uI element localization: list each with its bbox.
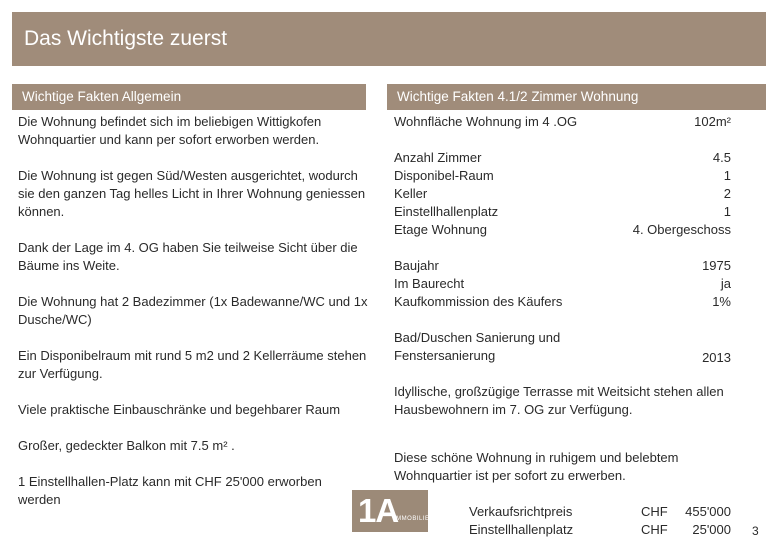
fact-label-cellar: Keller bbox=[394, 186, 428, 201]
section-header-general bbox=[12, 84, 366, 110]
page-title: Das Wichtigste zuerst bbox=[24, 27, 228, 50]
paragraph-parking: 1 Einstellhallen-Platz kann mit CHF 25'000 erworben werden bbox=[18, 474, 322, 507]
fact-label-rooms: Anzahl Zimmer bbox=[394, 150, 482, 165]
title-bar bbox=[12, 12, 766, 66]
price-amount-parking: 25'000 bbox=[692, 522, 731, 537]
fact-label-floor: Etage Wohnung bbox=[394, 222, 487, 237]
fact-label-disponibel: Disponibel-Raum bbox=[394, 168, 494, 183]
fact-label-year-built: Baujahr bbox=[394, 258, 439, 273]
fact-label-commission: Kaufkommission des Käufers bbox=[394, 294, 563, 309]
paragraph-balcony: Großer, gedeckter Balkon mit 7.5 m² . bbox=[18, 438, 235, 453]
fact-value-disponibel: 1 bbox=[723, 168, 731, 183]
fact-value-leasehold: ja bbox=[720, 276, 731, 291]
fact-label-living-area: Wohnfläche Wohnung im 4 .OG bbox=[394, 114, 578, 129]
price-label-parking: Einstellhallenplatz bbox=[469, 522, 574, 537]
fact-label-parking: Einstellhallenplatz bbox=[394, 204, 499, 219]
page-number: 3 bbox=[752, 524, 759, 538]
fact-value-year-built: 1975 bbox=[702, 258, 731, 273]
company-logo bbox=[352, 490, 435, 532]
fact-value-cellar: 2 bbox=[723, 186, 731, 201]
fact-value-floor: 4. Obergeschoss bbox=[632, 222, 731, 237]
fact-value-parking: 1 bbox=[723, 204, 731, 219]
fact-value-rooms: 4.5 bbox=[712, 150, 731, 165]
paragraph-storage: Ein Disponibelraum mit rund 5 m2 und 2 Kellerräume stehen zur Verfügung. bbox=[18, 348, 367, 381]
paragraph-orientation: Die Wohnung ist gegen Süd/Westen ausgerichtet, wodurch sie den ganzen Tag helles Licht in Ihrer Wohnung geniessen können. bbox=[18, 168, 366, 219]
paragraph-bathrooms: Die Wohnung hat 2 Badezimmer (1x Badewanne/WC und 1x Dusche/WC) bbox=[18, 294, 368, 327]
renovation-label-line2: Fenstersanierung bbox=[394, 348, 496, 363]
fact-value-commission: 1% bbox=[712, 294, 731, 309]
price-label-sale: Verkaufsrichtpreis bbox=[469, 504, 573, 519]
section-header-apartment-label: Wichtige Fakten 4.1/2 Zimmer Wohnung bbox=[397, 89, 639, 104]
renovation-year: 2013 bbox=[702, 350, 731, 365]
section-header-general-label: Wichtige Fakten Allgemein bbox=[22, 89, 182, 104]
paragraph-cabinets: Viele praktische Einbauschränke und begehbarer Raum bbox=[18, 402, 341, 417]
logo-subtext: IMMOBILIEN bbox=[394, 516, 435, 522]
fact-label-leasehold: Im Baurecht bbox=[394, 276, 465, 291]
paragraph-location: Die Wohnung befindet sich im beliebigen Wittigkofen Wohnquartier und kann per sofort erworben werden. bbox=[18, 114, 322, 147]
section-header-apartment bbox=[387, 84, 766, 110]
renovation-label-line1: Bad/Duschen Sanierung und bbox=[394, 330, 561, 345]
price-currency-sale: CHF bbox=[641, 504, 668, 519]
price-currency-parking: CHF bbox=[641, 522, 668, 537]
paragraph-availability: Diese schöne Wohnung in ruhigem und belebtem Wohnquartier ist per sofort zu erwerben. bbox=[394, 450, 679, 483]
paragraph-view: Dank der Lage im 4. OG haben Sie teilweise Sicht über die Bäume ins Weite. bbox=[18, 240, 358, 273]
logo-mark: 1A bbox=[358, 492, 399, 529]
paragraph-terrace: Idyllische, großzügige Terrasse mit Weitsicht stehen allen Hausbewohnern im 7. OG zur Verfügung. bbox=[394, 384, 724, 417]
price-amount-sale: 455'000 bbox=[685, 504, 731, 519]
fact-value-living-area: 102m² bbox=[694, 114, 731, 129]
